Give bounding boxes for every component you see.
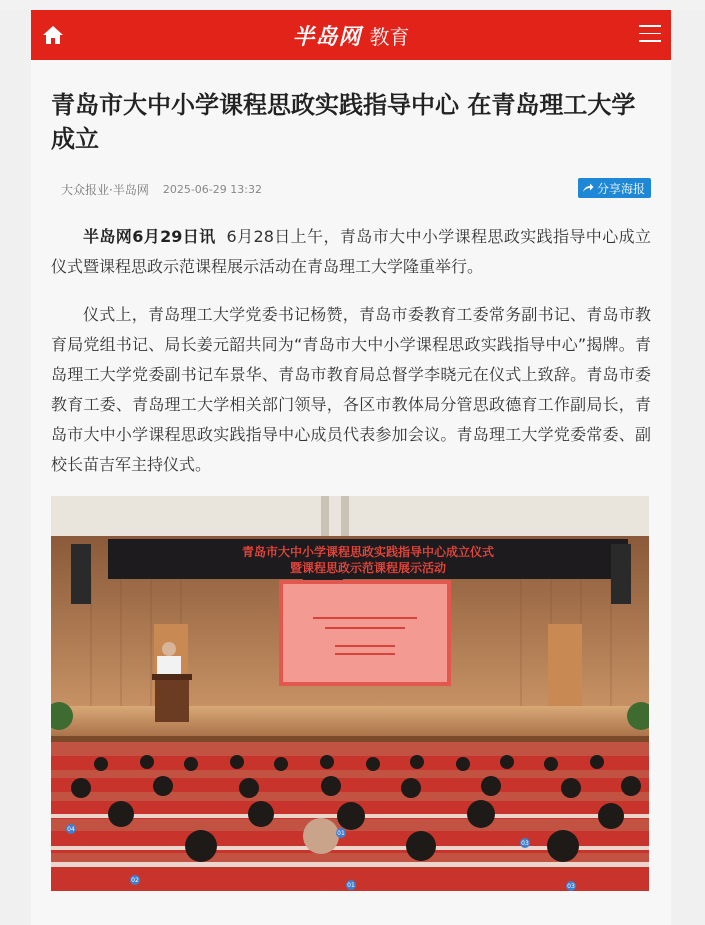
paragraph-text: 仪式上，青岛理工大学党委书记杨赞，青岛市委教育工委常务副书记、青岛市教育局党组书记、局长姜元韶共同为“青岛市大中小学课程思政实践指导中心”揭牌。青岛理工大学党委副书记车景华、青岛市教育局总督学李晓元在仪式上致辞。青岛市委教育工委、青岛理工大学相关部门领导，各区市教体局分管思政德育工作副局长，青岛市大中小学课程思政实践指导中心成员代表参加会议。青岛理工大学党委常委、副校长苗吉军主持仪式。 <box>51 305 651 474</box>
seat-number: 01 <box>337 830 345 837</box>
share-poster-label: 分享海报 <box>596 181 645 196</box>
banner-line1: 青岛市大中小学课程思政实践指导中心成立仪式 <box>241 545 495 559</box>
share-icon <box>582 182 594 194</box>
ceremony-photo-illustration <box>51 496 649 891</box>
article-paragraph <box>51 300 651 480</box>
seat-number: 03 <box>567 883 575 890</box>
article-content <box>51 222 651 480</box>
site-header <box>31 10 671 60</box>
article-source: 大众报业·半岛网 <box>61 182 149 197</box>
article-page <box>31 10 671 925</box>
paragraph-text: 6月28日上午，青岛市大中小学课程思政实践指导中心成立仪式暨课程思政示范课程展示活动在青岛理工大学隆重举行。 <box>51 227 651 276</box>
share-poster-button[interactable] <box>578 178 651 198</box>
article-title: 青岛市大中小学课程思政实践指导中心 在青岛理工大学成立 <box>51 91 636 153</box>
menu-icon[interactable] <box>639 25 661 43</box>
article-paragraph <box>51 222 651 282</box>
article-date: 2025-06-29 13:32 <box>162 182 262 196</box>
article-lead: 半岛网6月29日讯 <box>83 227 216 246</box>
seat-number: 04 <box>67 826 75 833</box>
browser-top-strip <box>0 0 705 10</box>
channel-name[interactable]: 教育 <box>369 24 410 49</box>
seat-number: 03 <box>521 840 529 847</box>
site-logo[interactable]: 半岛网 <box>292 23 362 50</box>
seat-number: 01 <box>347 882 355 889</box>
article-meta <box>51 176 651 202</box>
article-body <box>31 88 671 891</box>
seat-number: 02 <box>131 877 139 884</box>
article-photo[interactable] <box>51 496 649 891</box>
banner-line2: 暨课程思政示范课程展示活动 <box>289 561 447 575</box>
site-brand[interactable] <box>31 10 671 60</box>
